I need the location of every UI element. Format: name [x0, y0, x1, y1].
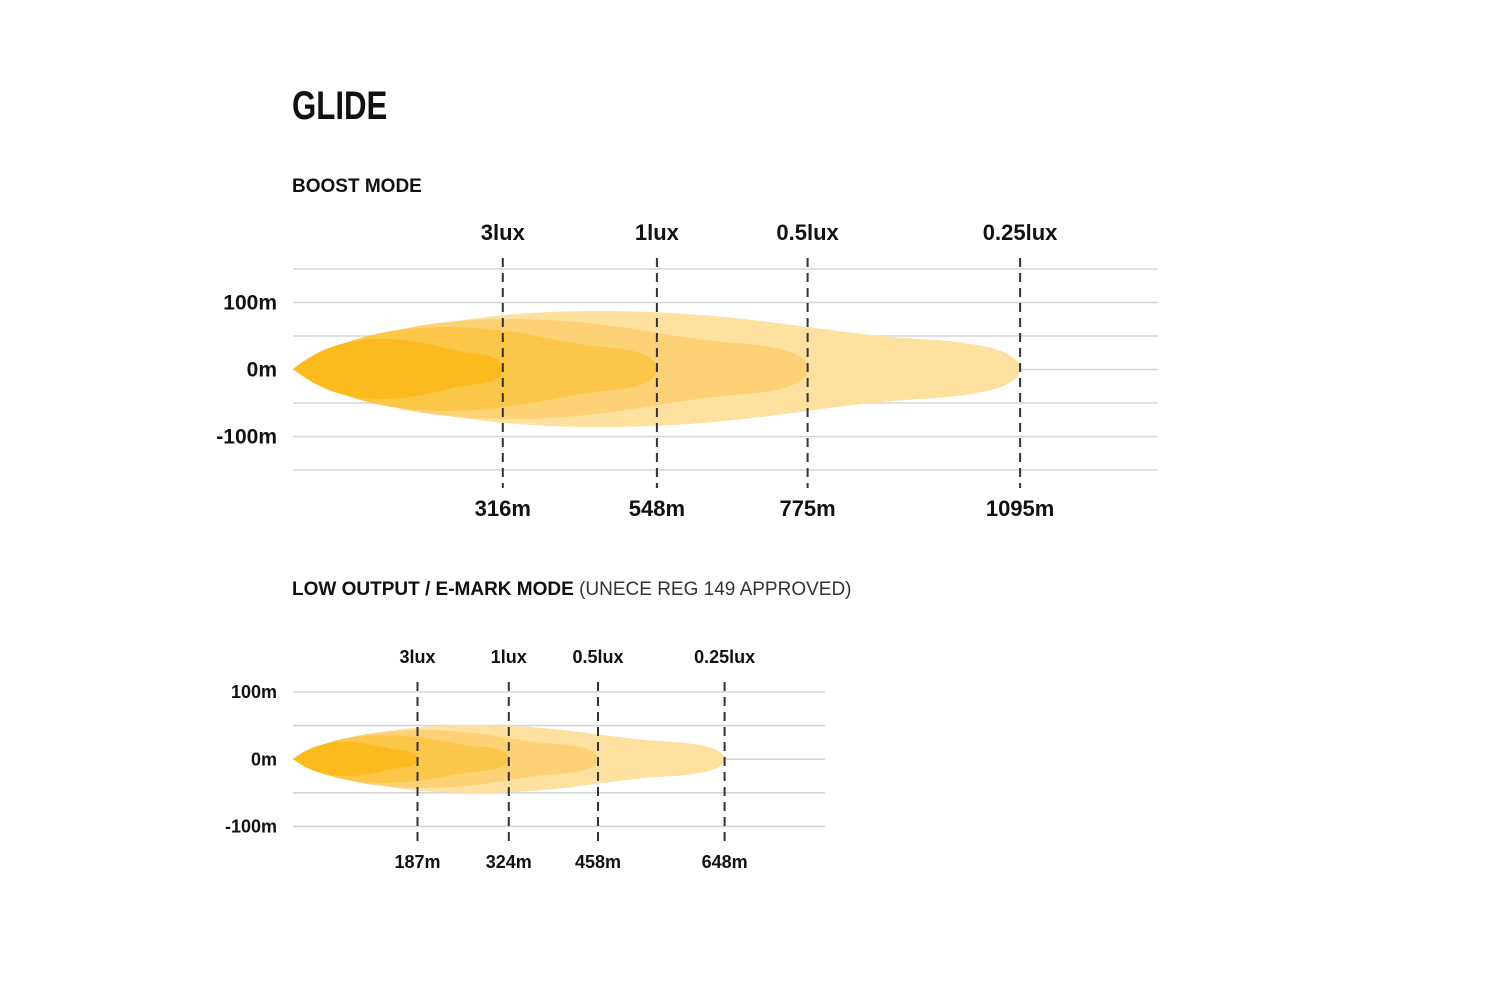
boost-distance-label: 316m	[474, 496, 531, 521]
low-lux-label: 3lux	[399, 647, 436, 667]
low-y-tick-label: -100m	[224, 816, 277, 837]
chart-title: GLIDE	[292, 84, 388, 128]
boost-lux-label: 1lux	[634, 220, 679, 245]
low-lux-label: 0.5lux	[572, 647, 624, 667]
boost-mode-label-text: BOOST MODE	[292, 176, 422, 197]
low-lux-label: 0.25lux	[694, 647, 756, 667]
low-distance-label: 648m	[701, 852, 748, 872]
boost-y-tick-label: 100m	[223, 291, 277, 315]
low-lux-label: 1lux	[490, 647, 527, 667]
boost-distance-label: 548m	[628, 496, 686, 521]
boost-distance-label: 775m	[779, 496, 836, 521]
boost-y-tick-label: -100m	[216, 425, 277, 449]
low-output-mode-label-text: LOW OUTPUT / E-MARK MODE	[292, 579, 574, 600]
low-y-tick-label: 0m	[250, 749, 277, 770]
low-distance-label: 187m	[394, 852, 441, 872]
boost-lux-label: 0.5lux	[776, 220, 839, 245]
low-distance-label: 324m	[485, 852, 532, 872]
boost-lux-label: 3lux	[480, 220, 525, 245]
boost-y-tick-label: 0m	[246, 358, 277, 382]
low-y-tick-label: 100m	[230, 682, 277, 703]
boost-lux-label: 0.25lux	[982, 220, 1058, 245]
low-output-mode-note: (UNECE REG 149 APPROVED)	[573, 579, 852, 600]
low-distance-label: 458m	[574, 852, 622, 872]
boost-distance-label: 1095m	[985, 496, 1055, 521]
